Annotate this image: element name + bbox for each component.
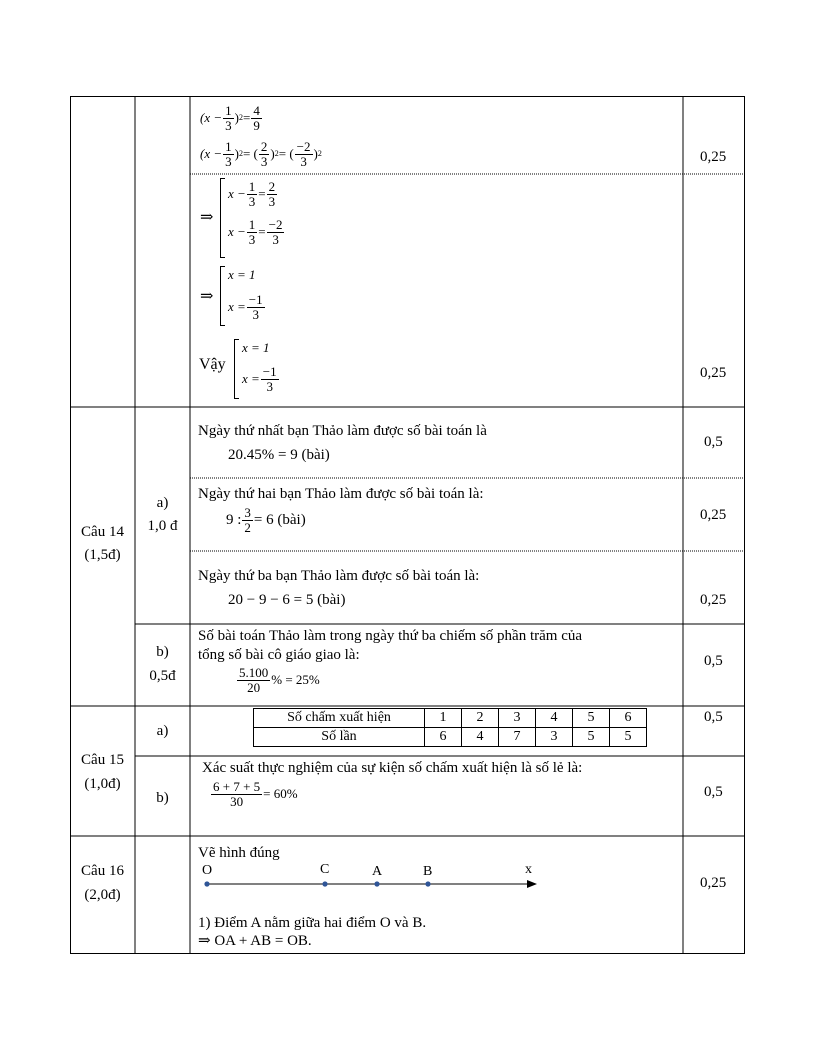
q16-text-1: 1) Điểm A nằm giữa hai điểm O và B.	[198, 915, 427, 931]
dice-count-cell: 5	[610, 728, 647, 747]
label-x: x	[525, 862, 532, 877]
q15-label: Câu 15	[81, 752, 124, 768]
dice-table-row-faces	[254, 709, 647, 728]
implies-arrow: ⇒	[200, 288, 214, 305]
dice-face-cell: 5	[573, 709, 610, 728]
dice-count-cell: 4	[462, 728, 499, 747]
dice-count-cell: 6	[425, 728, 462, 747]
q15b-score: 0,5	[704, 784, 723, 800]
q14-points: (1,5đ)	[84, 547, 121, 563]
dice-face-cell: 3	[499, 709, 536, 728]
q13-score-1: 0,25	[700, 149, 727, 165]
point-o	[204, 881, 209, 886]
system-bracket	[220, 266, 221, 326]
dice-table-header-counts: Số lần	[254, 728, 425, 747]
ray-arrowhead-icon	[527, 880, 537, 888]
ray-diagram	[195, 860, 555, 896]
q13-equation-2: (x − $\frac{1}{3}$ ) 2 = ( $\frac{2}{3}$ ) 2 = ( $\frac{-2}{3}$ ) 2	[200, 139, 322, 169]
q14-day1-score: 0,5	[704, 434, 723, 450]
implies-arrow: ⇒	[200, 209, 214, 226]
dice-face-cell: 4	[536, 709, 573, 728]
label-a: A	[372, 864, 383, 879]
q15a-score: 0,5	[704, 709, 723, 725]
label-o: O	[202, 863, 213, 878]
q14b-text-1: Số bài toán Thảo làm trong ngày thứ ba chiếm số phần trăm của	[198, 628, 583, 644]
q14a-points: 1,0 đ	[147, 518, 178, 534]
answer-table	[70, 96, 745, 954]
q16-label: Câu 16	[81, 863, 124, 879]
q14-day2-score: 0,25	[700, 507, 727, 523]
q13-eq1-lhs: (x −	[200, 110, 223, 126]
point-a	[374, 881, 379, 886]
q13-score-2: 0,25	[700, 365, 727, 381]
dice-count-cell: 3	[536, 728, 573, 747]
label-b: B	[423, 864, 433, 879]
q13-conclusion-label: Vậy	[199, 356, 226, 373]
q14b-score: 0,5	[704, 653, 723, 669]
dice-table-row-counts	[254, 728, 647, 747]
q14b-text-2: tổng số bài cô giáo giao là:	[198, 647, 360, 663]
q13-eq1-frac: $\frac{1}{3}$	[225, 103, 232, 133]
q14-day1-text: Ngày thứ nhất bạn Thảo làm được số bài toán là	[198, 423, 487, 439]
q14-day2-calc: 9 : $\frac{3}{2}$ = 6 (bài)	[226, 505, 306, 535]
dice-face-cell: 2	[462, 709, 499, 728]
system-bracket	[220, 178, 221, 258]
q15a-label: a)	[156, 723, 169, 739]
q15-points: (1,0đ)	[84, 776, 121, 792]
q13-system1-row1: x − $\frac{1}{3}$ = $\frac{2}{3}$	[228, 179, 276, 209]
dice-frequency-table	[253, 708, 647, 747]
q14-day3-score: 0,25	[700, 592, 727, 608]
q14b-points: 0,5đ	[149, 668, 176, 684]
q15b-calc: $\frac{6 + 7 + 5}{30}$ = 60%	[213, 779, 298, 809]
dice-face-cell: 6	[610, 709, 647, 728]
q16-draw-score: 0,25	[700, 875, 727, 891]
q14-day2-text: Ngày thứ hai bạn Thảo làm được số bài toán là:	[198, 486, 484, 502]
dice-count-cell: 7	[499, 728, 536, 747]
q14b-calc: $\frac{5.100}{20}$ % = 25%	[239, 665, 320, 695]
system-bracket	[234, 339, 235, 399]
point-b	[425, 881, 430, 886]
q13-equation-1: (x − $\frac{1}{3}$ ) 2 = $\frac{4}{9}$	[200, 103, 260, 133]
q14-label: Câu 14	[81, 524, 124, 540]
q13-system1-row2: x − $\frac{1}{3}$ = $\frac{-2}{3}$	[228, 217, 283, 247]
q13-system3-row1: x = 1	[242, 340, 270, 355]
q16-draw-text: Vẽ hình đúng	[198, 845, 280, 861]
q14-day3-calc: 20 − 9 − 6 = 5 (bài)	[228, 592, 346, 608]
q13-system2-row2: x = $\frac{-1}{3}$	[228, 292, 263, 322]
label-c: C	[320, 862, 330, 877]
q16-text-2: ⇒ OA + AB = OB.	[198, 933, 312, 949]
q15b-label: b)	[156, 790, 169, 806]
point-c	[322, 881, 327, 886]
dice-count-cell: 5	[573, 728, 610, 747]
q14a-label: a)	[156, 495, 169, 511]
dice-face-cell: 1	[425, 709, 462, 728]
dice-table-header-faces: Số chấm xuất hiện	[254, 709, 425, 728]
q14-day3-text: Ngày thứ ba bạn Thảo làm được số bài toán là:	[198, 568, 480, 584]
q13-system2-row1: x = 1	[228, 267, 256, 282]
q13-system3-row2: x = $\frac{-1}{3}$	[242, 364, 277, 394]
q14b-label: b)	[156, 644, 169, 660]
q15b-text: Xác suất thực nghiệm của sự kiện số chấm xuất hiện là số lẻ là:	[202, 760, 583, 776]
q14-day1-calc: 20.45% = 9 (bài)	[228, 447, 330, 463]
q16-points: (2,0đ)	[84, 887, 121, 903]
